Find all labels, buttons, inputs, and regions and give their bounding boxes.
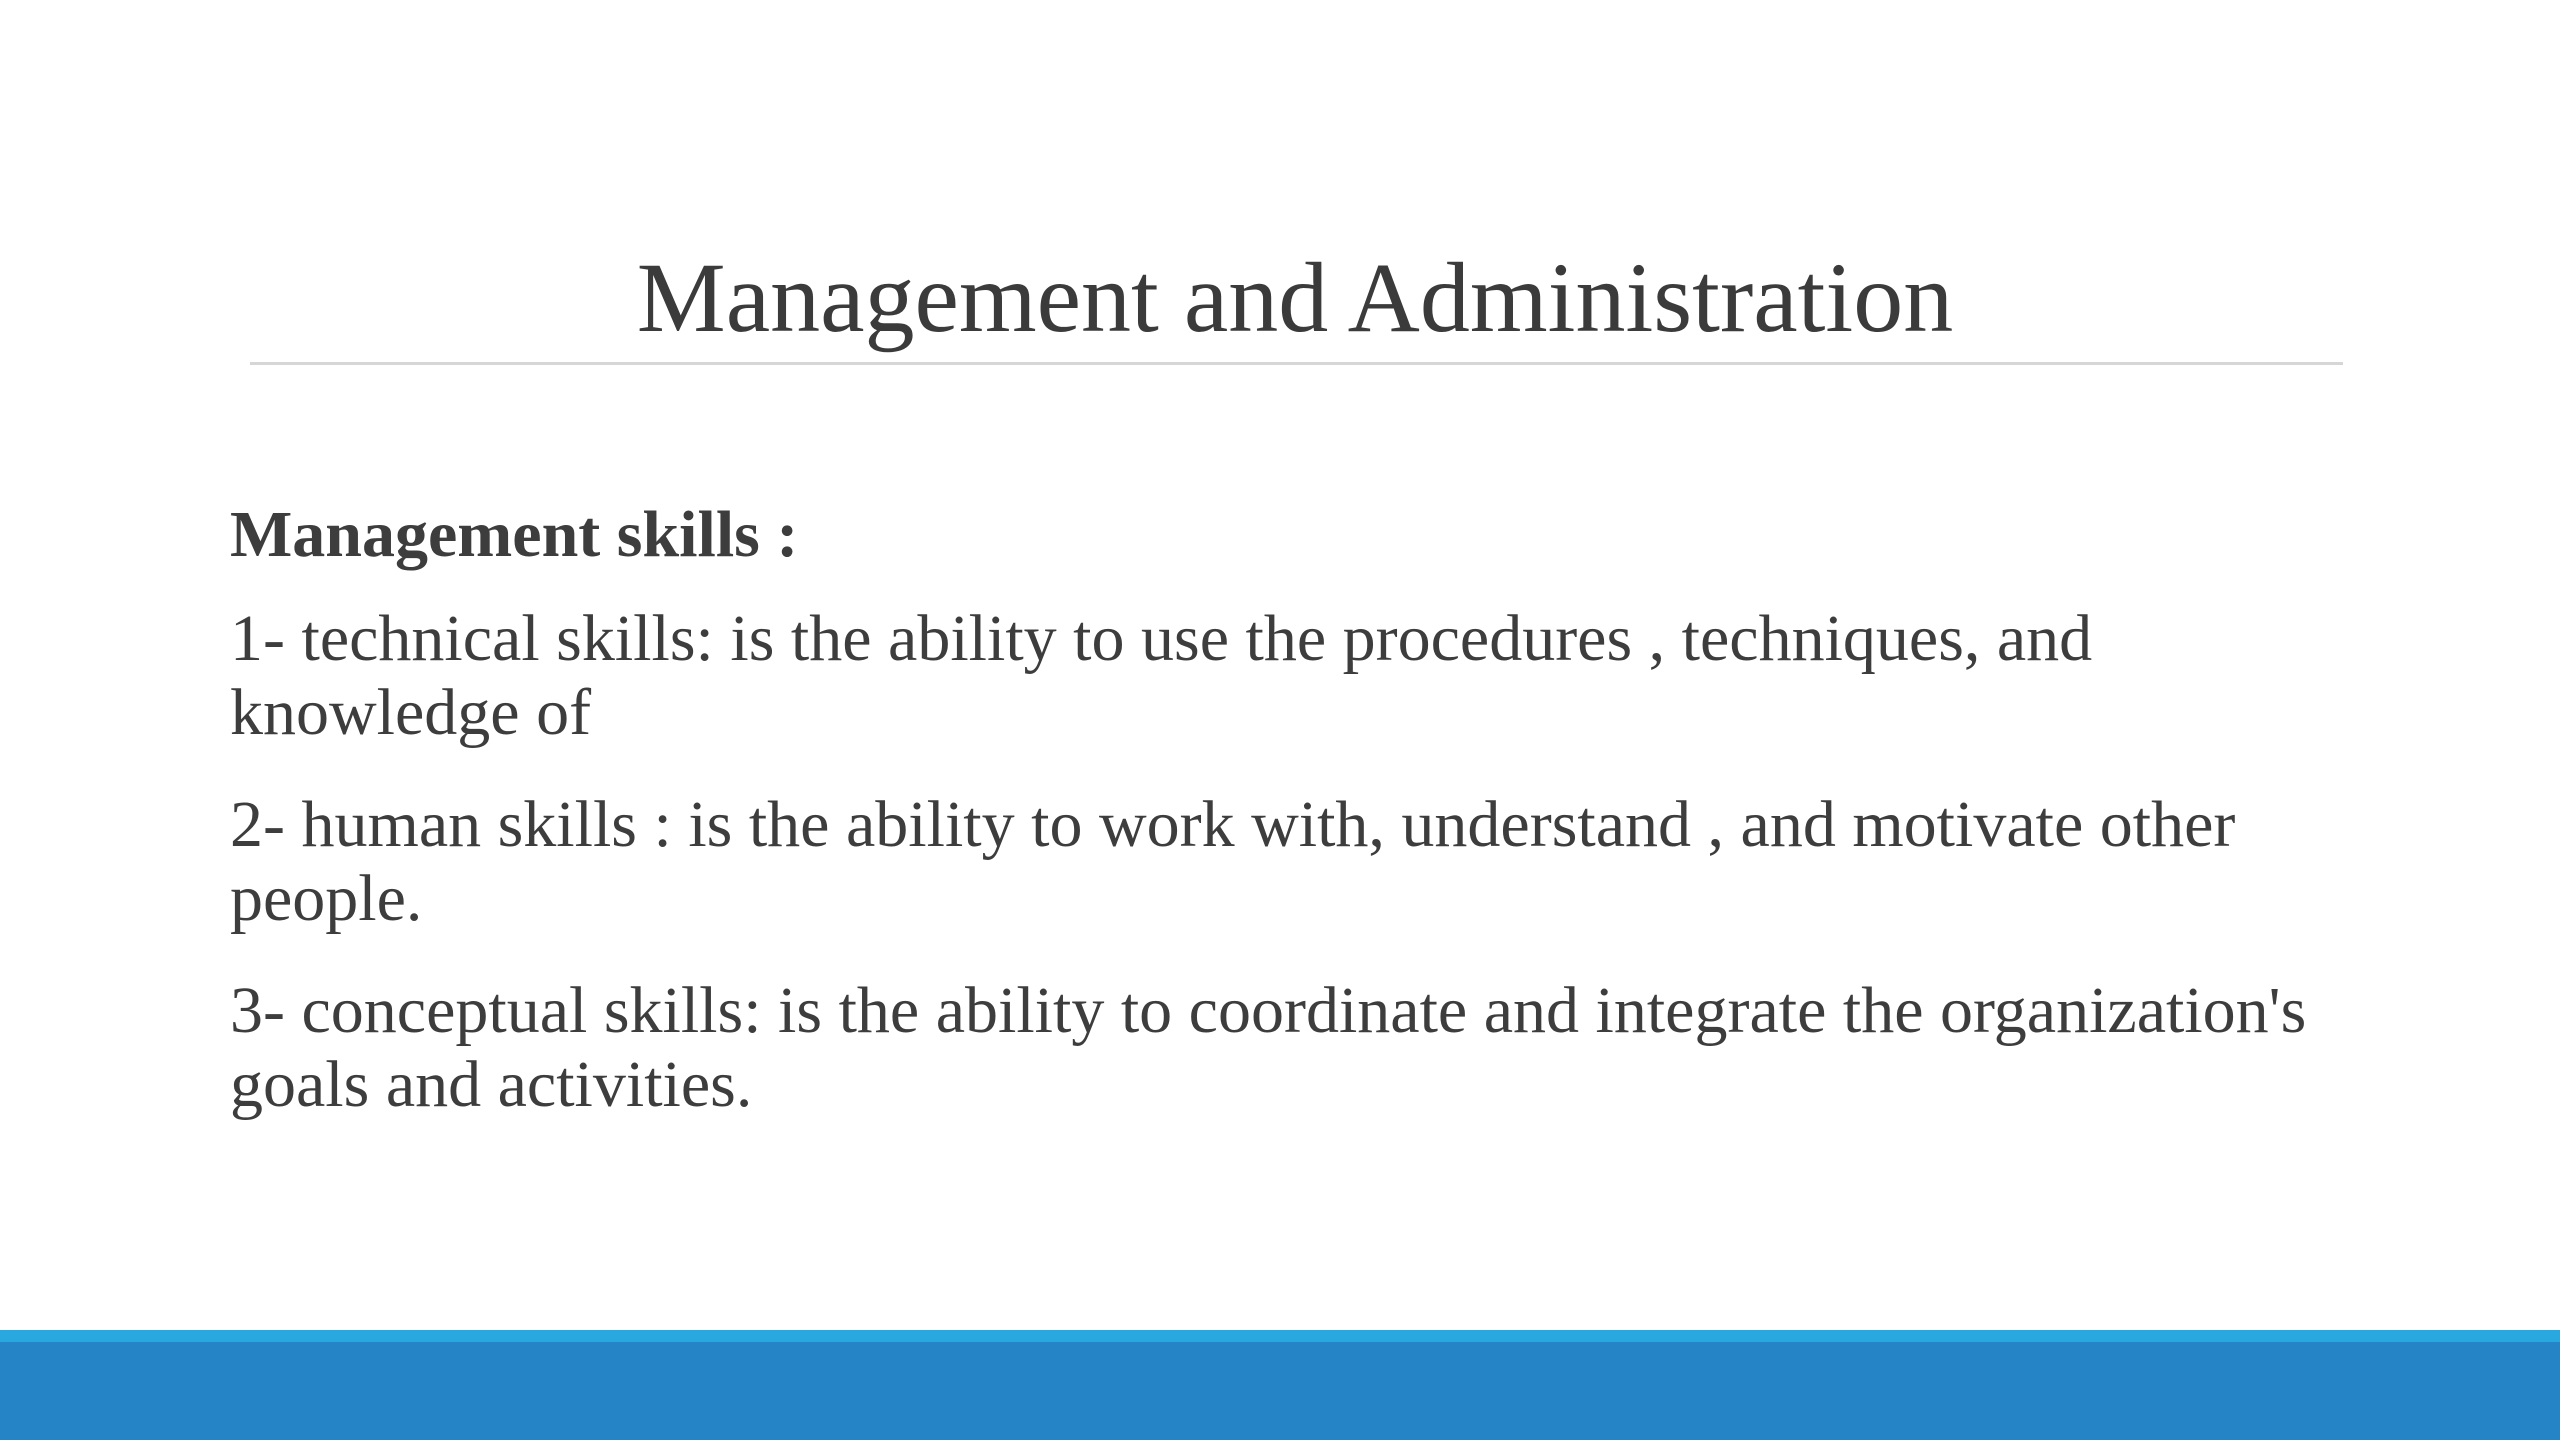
slide-title: Management and Administration (636, 242, 1954, 353)
paragraph-conceptual-skills: 3- conceptual skills: is the ability to coordinate and integrate the organization's goals and activities. (230, 974, 2307, 1121)
paragraph-human-skills: 2- human skills : is the ability to work with, understand , and motivate other people. (230, 788, 2236, 935)
footer-accent-stripe (0, 1330, 2560, 1342)
title-divider (250, 362, 2343, 365)
section-heading: Management skills : (230, 498, 799, 571)
paragraph-technical-skills: 1- technical skills: is the ability to use the procedures , techniques, and knowledge of (230, 602, 2093, 749)
footer-bar (0, 1342, 2560, 1440)
slide-body (230, 490, 2360, 1160)
